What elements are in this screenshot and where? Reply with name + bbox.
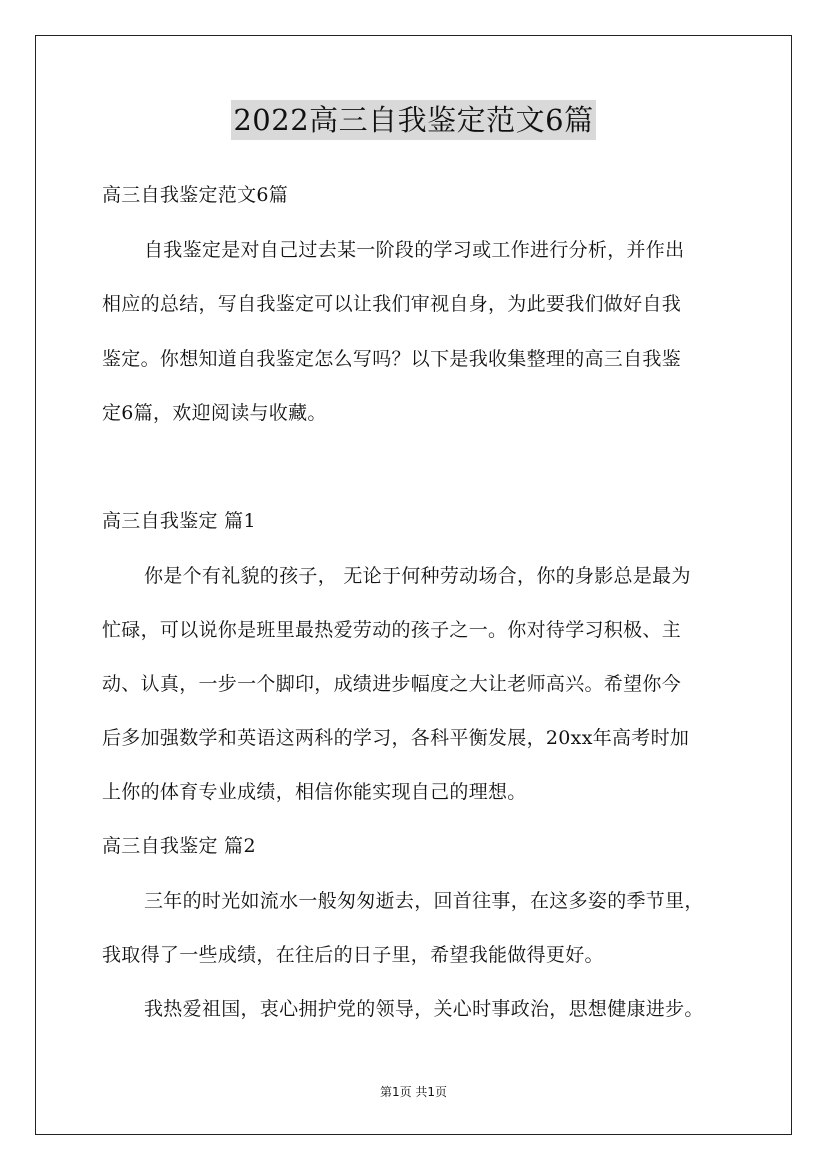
title-container bbox=[0, 100, 827, 140]
intro-line: 鉴定。你想知道自我鉴定怎么写吗？以下是我收集整理的高三自我鉴 bbox=[102, 348, 682, 370]
section2-line: 我热爱祖国，衷心拥护党的领导，关心时事政治，思想健康进步。 bbox=[144, 998, 704, 1020]
section1-line: 动、认真，一步一个脚印，成绩进步幅度之大让老师高兴。希望你今 bbox=[102, 673, 682, 695]
intro-line: 定6篇，欢迎阅读与收藏。 bbox=[102, 402, 327, 424]
section1-line: 你是个有礼貌的孩子， 无论于何种劳动场合，你的身影总是最为 bbox=[144, 565, 691, 587]
section-heading: 高三自我鉴定 篇1 bbox=[102, 510, 256, 532]
section1-line: 忙碌，可以说你是班里最热爱劳动的孩子之一。你对待学习积极、主 bbox=[102, 619, 682, 641]
section1-line: 后多加强数学和英语这两科的学习，各科平衡发展，20xx年高考时加 bbox=[102, 727, 690, 749]
document-title: 2022高三自我鉴定范文6篇 bbox=[231, 100, 595, 140]
section2-line: 三年的时光如流水一般匆匆逝去，回首往事，在这多姿的季节里， bbox=[144, 890, 704, 912]
document-subtitle: 高三自我鉴定范文6篇 bbox=[102, 184, 289, 206]
intro-line: 相应的总结，写自我鉴定可以让我们审视自身，为此要我们做好自我 bbox=[102, 293, 682, 315]
section1-line: 上你的体育专业成绩，相信你能实现自己的理想。 bbox=[102, 781, 527, 803]
intro-line: 自我鉴定是对自己过去某一阶段的学习或工作进行分析，并作出 bbox=[144, 239, 685, 261]
section2-line: 我取得了一些成绩，在往后的日子里，希望我能做得更好。 bbox=[102, 944, 604, 966]
page-footer: 第1页 共1页 bbox=[379, 1085, 448, 1099]
section-heading: 高三自我鉴定 篇2 bbox=[102, 835, 256, 857]
